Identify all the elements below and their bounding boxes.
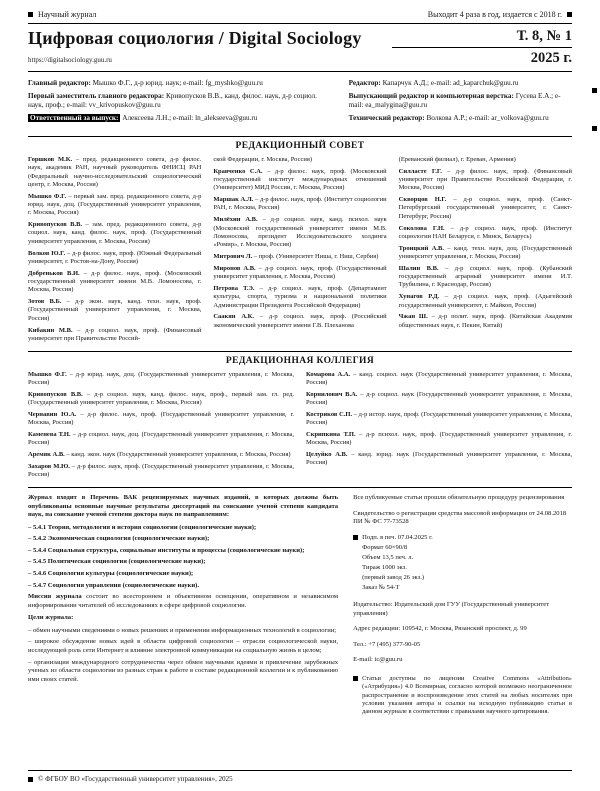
- info-right-column: [353, 494, 572, 717]
- member-details: – зам. пред. редакционного совета, д-р социол. наук, канд. филос. наук, проф. (Государственный университет управления, г. Москва, Россия): [28, 221, 202, 245]
- member-details: – д-р юрид. наук, доц. (Государственный университет управления, г. Москва, Россия): [28, 370, 295, 386]
- member-name: Кривопусков В.В.: [28, 390, 83, 398]
- council-member: [28, 327, 201, 344]
- title-block: [28, 28, 362, 64]
- board-member: [28, 371, 294, 388]
- address-line: Адрес редакции: 109542, г. Москва, Рязанский проспект, д. 99: [353, 625, 527, 633]
- mission-text: состоит во всестороннем и объективном освещении, оперативном и независимом информировании читателей об исследованиях в сфере цифровой социологии.: [28, 593, 339, 609]
- phone-line: Тел.: +7 (495) 377-90-05: [353, 640, 421, 648]
- council-member: [399, 265, 572, 290]
- crop-mark: [592, 88, 597, 93]
- council-member: [399, 168, 572, 193]
- member-name: Скворцов Н.Г.: [398, 196, 447, 204]
- journal-title: Цифровая социология / Digital Sociology: [28, 28, 362, 48]
- member-name: Аремяк А.В.: [28, 451, 65, 459]
- vak-directions: [28, 524, 338, 590]
- council-column-2: [213, 156, 386, 347]
- council-member: [28, 270, 201, 295]
- council-member: [399, 196, 572, 221]
- council-column-3: [399, 156, 572, 347]
- print-detail-line: Заказ № 54-Т: [362, 584, 400, 592]
- member-name: Чернавин Ю.А.: [28, 410, 77, 418]
- member-details: – д-р филос. наук, проф. (Московский государственный университет имени М.В. Ломоносова, г. Москва, Россия): [28, 269, 202, 294]
- member-details: – пред. редакционного совета, д-р филос. наук, академик РАН, научный руководитель ФНИСЦ РАН (Федеральный научно-исследовательский социологический центр, г. Москва, Россия): [28, 155, 202, 188]
- member-name: Саакян А.К.: [213, 313, 255, 321]
- member-details: (Ереванский филиал), г. Ереван, Армения): [398, 155, 516, 163]
- member-details: – д-р филос. наук, проф. (Финансовый университет при Правительстве Российской Федерации, г. Москва, Россия): [398, 167, 572, 192]
- member-name: Петрова Т.Э.: [213, 284, 255, 292]
- member-name: Зотов В.Б.: [28, 298, 62, 306]
- chief-editor-label: Главный редактор:: [28, 79, 91, 87]
- member-details: – д-р социол. наук, проф. (Институт социологии НАН Беларуси, г. Минск, Беларусь): [398, 224, 572, 240]
- member-name: Добреньков В.И.: [28, 269, 80, 277]
- chief-editor-line: [28, 79, 333, 89]
- board-column-1: [28, 371, 294, 483]
- publication-year: 2025 г.: [530, 50, 572, 66]
- member-name: Захаров М.Ю.: [28, 462, 70, 470]
- issue-manager-label: Ответственный за выпуск:: [30, 114, 119, 123]
- council-member: [213, 285, 386, 310]
- board-member: [306, 431, 572, 448]
- board-member: [28, 431, 294, 448]
- technical-editor-label: Технический редактор:: [348, 114, 425, 123]
- board-member: [28, 391, 294, 408]
- council-member: [213, 265, 386, 282]
- member-name: Маршак А.Л.: [213, 196, 254, 204]
- member-details: – д-р социол. наук, проф. (Департамент культуры, спорта, туризма и национальной политики Администрации Президента Российской Федерации): [213, 284, 387, 309]
- council-column-1: [28, 156, 201, 347]
- member-name: Каменева Т.Н.: [28, 431, 71, 438]
- print-detail-line: (первый завод 26 экз.): [362, 574, 425, 581]
- member-details: – д-р филос. наук, проф. (Южный Федеральный университет, г. Ростов-на-Дону, Россия): [28, 249, 202, 265]
- member-name: Целуйко А.В.: [306, 451, 348, 459]
- board-member: [306, 371, 572, 388]
- member-name: Кравченко С.А.: [213, 167, 263, 175]
- crop-mark: [28, 777, 33, 782]
- editor-line: [349, 79, 572, 89]
- member-details: – д-р экон. наук, канд. техн. наук, проф. (Государственный университет управления, г. Москва, Россия): [28, 298, 202, 322]
- council-heading: РЕДАКЦИОННЫЙ СОВЕТ: [235, 140, 365, 151]
- editor-value: Капарчук А.Д.; e-mail: ad_kaparchuk@guu.ru: [382, 79, 519, 87]
- publisher-line: Издательство: Издательский дом ГУУ (Государственный университет управления): [353, 601, 550, 617]
- council-member: [28, 221, 201, 246]
- member-details: – д-р социол. наук, доц. (Государственный университет управления, г. Москва, Россия): [28, 431, 294, 447]
- print-detail-line: Тираж 1000 экз.: [362, 563, 407, 571]
- vak-note: Журнал входит в Перечень ВАК рецензируемых научных изданий, в которых должны быть опубликованы основные научные результаты диссертаций на соискание ученой степени кандидата наук, на соискание ученой степени доктора наук по направлениям:: [28, 494, 339, 519]
- page-footer: [28, 770, 572, 783]
- mission-paragraph: [28, 593, 338, 610]
- member-name: Кривопусков В.В.: [28, 221, 83, 229]
- member-name: Корнилович В.А.: [306, 390, 358, 398]
- vak-direction: – 5.4.2 Экономическая социология (социологические науки);: [28, 535, 210, 543]
- council-member: [399, 293, 572, 310]
- council-member: [28, 193, 201, 218]
- crop-mark: [567, 12, 572, 17]
- member-name: Чжан Ш.: [398, 313, 428, 321]
- crop-mark: [353, 676, 358, 681]
- goals-list: [28, 627, 338, 684]
- technical-editor-line: [349, 114, 572, 124]
- member-details: – д-р филос. наук, проф. (Государственный университет управления, г. Москва, Россия): [28, 410, 294, 427]
- board-member: [306, 451, 572, 468]
- board-member: [28, 463, 294, 480]
- member-name: Кибакин М.В.: [28, 326, 73, 334]
- member-name: Мышко Ф.Г.: [28, 192, 67, 200]
- license-paragraph: [353, 675, 572, 717]
- member-name: Митрович Л.: [213, 253, 253, 260]
- member-name: Силласте Г.Г.: [398, 167, 442, 175]
- technical-editor-value: Волкова А.Р.; e-mail: ar_volkova@guu.ru: [426, 114, 549, 123]
- first-deputy-label: Первый заместитель главного редактора:: [28, 91, 165, 100]
- crop-mark: [28, 12, 33, 17]
- header-meta-row: [28, 8, 572, 23]
- issue-manager-line: [28, 114, 333, 124]
- vak-direction: – 5.4.1 Теория, методология и история социологии (социологические науки);: [28, 523, 257, 531]
- print-detail-line: Формат 60×90/8: [362, 543, 408, 551]
- member-name: Мышко Ф.Г.: [28, 370, 67, 378]
- mission-lead: Миссия журнала: [28, 593, 82, 601]
- council-member: [399, 225, 572, 242]
- member-details: – канд. юрид. наук (Государственный университет управления, г. Москва, Россия): [306, 451, 572, 467]
- copyright-text: © ФГБОУ ВО «Государственный университет управления», 2025: [38, 775, 233, 783]
- board-member: [28, 451, 294, 459]
- board-heading: РЕДАКЦИОННАЯ КОЛЛЕГИЯ: [225, 355, 375, 366]
- member-name: Костриков С.П.: [306, 410, 353, 418]
- email-line: E-mail: ic@guu.ru: [353, 656, 403, 664]
- member-details: – д-р социол. наук, канд. филос. наук, проф., первый зам. гл. ред. (Государственный университет управления, г. Москва, Россия): [28, 390, 294, 407]
- info-left-column: [28, 494, 338, 717]
- council-member: [28, 298, 201, 323]
- editors-right-column: [349, 79, 572, 127]
- goal-item: – широкое обсуждение новых идей в области цифровой социологии – отрасли социологической науки, исследующей роль сети Интернет и влияние электронной коммуникации на социальную жизнь в целом;: [28, 638, 339, 654]
- member-details: – д-р филос. наук, проф. (Государственный университет управления, г. Москва, Россия): [28, 462, 294, 479]
- member-details: – д-р социол. наук, проф. (Адыгейский государственный университет, г. Майкоп, Россия): [398, 293, 572, 309]
- council-member: [213, 196, 386, 213]
- vak-direction: – 5.4.6 Социология культуры (социологические науки);: [28, 570, 194, 577]
- council-columns: [28, 156, 572, 351]
- frequency-label: Выходит 4 раза в год, издается с 2018 г.: [427, 10, 562, 19]
- license-text: Статьи доступны по лицензии Creative Commons «Attribution» («Атрибуция») 4.0 Всемирная, согласно которой возможно неограниченное распространение и воспроизведение этих статей на любых носителях при условии указания автора и ссылки на исходную публикацию статьи в данном журнале в соответствии с правилами научного цитирования.: [362, 674, 572, 716]
- registration-note: Свидетельство о регистрации средства массовой информации от 24.08.2018 ПИ № ФС 77-73528: [353, 509, 567, 526]
- first-deputy-line: [28, 92, 333, 111]
- vak-direction: – 5.4.4 Социальная структура, социальные институты и процессы (социологические науки);: [28, 546, 305, 554]
- editors-left-column: [28, 79, 333, 127]
- council-member: [213, 156, 386, 164]
- member-name: Волков Ю.Г.: [28, 249, 66, 257]
- member-name: Троицкий А.В.: [398, 244, 445, 252]
- chief-editor-value: Мышко Ф.Г., д-р юрид. наук; e-mail: fg_myshko@guu.ru: [92, 79, 263, 87]
- member-name: Шалин В.В.: [398, 264, 439, 272]
- member-details: – д-р социол. наук, проф. (Кубанский государственный аграрный университет имени И.Т. Трубилина, г. Краснодар, Россия): [398, 264, 572, 289]
- member-details: – д-р филос. наук, проф. (Институт социологии РАН, г. Москва, Россия): [213, 196, 387, 212]
- member-name: Хунагов Р.Д.: [398, 293, 440, 301]
- goal-item: – обмен научными сведениями о новых решениях и применении информационных технологий в социологии;: [28, 626, 337, 634]
- print-detail-line: Подп. в печ. 07.04.2025 г.: [362, 533, 433, 541]
- council-member: [399, 245, 572, 262]
- print-details-block: [353, 534, 572, 594]
- member-details: – д-р социол. наук, канд. психол. наук (Московский государственный университет имени М.В. Ломоносова, президент Исследовательского холдинга «Ромир», г. Москва, Россия): [213, 216, 387, 249]
- board-member: [28, 411, 294, 428]
- vak-direction: – 5.4.7 Социология управления (социологические науки).: [28, 581, 199, 589]
- member-details: – д-р социол. наук, проф. (Государственный университет управления, г. Москва, Россия): [213, 264, 387, 281]
- board-member: [306, 391, 572, 408]
- review-note: Все публикуемые статьи прошли обязательную процедуру рецензирования: [353, 494, 565, 502]
- council-member: [399, 156, 572, 164]
- council-member: [28, 156, 201, 189]
- journal-url[interactable]: https://digitalsociology.guu.ru: [28, 56, 112, 64]
- member-details: ской Федерации, г. Москва, Россия): [213, 155, 312, 163]
- council-member: [213, 253, 386, 261]
- layout-editor-value: Гусева Е.А.; e-mail: ea_malygina@guu.ru: [348, 91, 561, 110]
- first-deputy-value: Кривопусков В.В., канд. филос. наук, д-р социол. наук, проф.; e-mail: vv_krivopuskov@guu.ru: [28, 91, 317, 110]
- council-member: [28, 250, 201, 267]
- volume-issue: Т. 8, № 1: [392, 28, 572, 48]
- volume-block: [392, 28, 572, 67]
- council-member: [213, 168, 386, 193]
- member-details: – д-р социол. наук, проф. (Российский экономический университет имени Г.В. Плеханова: [213, 313, 387, 329]
- member-details: – д-р психол. наук, проф. (Государственный университет управления, г. Москва, Россия): [306, 431, 572, 447]
- board-member: [306, 411, 572, 428]
- crop-mark: [592, 126, 597, 131]
- issue-manager-value: Алексеева Л.Н.; e-mail: ln_alekseeva@guu.ru: [122, 114, 258, 123]
- member-details: – д-р социол. наук, проф. (Финансовый университет при Правительстве Россий-: [28, 326, 202, 342]
- member-name: Милёхин А.В.: [213, 216, 258, 224]
- member-name: Скрипкина Т.П.: [306, 431, 356, 438]
- print-detail-line: Объем 13,5 печ. л.: [362, 553, 414, 561]
- vak-direction: – 5.4.5 Политическая социология (социологические науки);: [28, 558, 206, 566]
- title-row: [28, 24, 572, 71]
- goal-item: – организация международного сотрудничества через обмен научными идеями и привлечение зарубежных ученых из области социологии из разных стран к работе в составе редакционной коллегии и к публикованию ими своих статей.: [28, 658, 339, 683]
- member-details: – канд. социол. наук (Государственный университет управления, г. Москва, Россия): [306, 370, 572, 386]
- goals-title: Цели журнала:: [28, 614, 74, 622]
- member-details: – д-р полит. наук, проф. (Китайская Академия общественных наук, г. Пекин, Китай): [398, 313, 572, 329]
- board-column-2: [306, 371, 572, 483]
- journal-type-label: Научный журнал: [38, 10, 97, 19]
- council-member: [399, 313, 572, 330]
- board-columns: [28, 371, 572, 487]
- layout-editor-label: Выпускающий редактор и компьютерная верстка:: [348, 91, 514, 100]
- member-details: – проф. (Университет Ниша, г. Ниш, Сербия): [252, 253, 379, 260]
- crop-mark: [353, 535, 358, 540]
- member-details: – канд. техн. наук, доц. (Государственный университет управления, г. Москва, Россия): [398, 244, 572, 260]
- member-details: – первый зам. пред. редакционного совета, д-р юрид. наук, доц. (Государственный университет управления, г. Москва, Россия): [28, 192, 202, 217]
- layout-editor-line: [349, 92, 572, 111]
- member-name: Комарова А.А.: [306, 370, 351, 378]
- member-details: – д-р социол. наук (Государственный университет управления, г. Москва, Россия): [306, 390, 572, 407]
- member-details: – д-р истор. наук, проф. (Государственный университет управления, г. Москва, Россия): [306, 410, 572, 427]
- imprint-info: [28, 488, 572, 719]
- council-member: [213, 313, 386, 330]
- member-details: – д-р филос. наук, проф. (Московский государственный институт международных отношений (Университет) МИД России, г. Москва, Россия): [213, 167, 387, 192]
- editor-label: Редактор:: [348, 79, 381, 87]
- editors-block: [28, 72, 572, 136]
- member-details: – канд. экон. наук (Государственный университет управления, г. Москва, Россия): [64, 451, 291, 459]
- member-name: Горшков М.К.: [28, 155, 73, 163]
- member-name: Соколова Г.Н.: [398, 224, 445, 232]
- member-name: Миронов А.В.: [213, 264, 256, 272]
- member-details: – д-р социол. наук, проф. (Санкт-Петербургский государственный университет, г. Санкт-Петербург, Россия): [398, 196, 572, 220]
- council-member: [213, 216, 386, 249]
- print-details: [362, 534, 433, 594]
